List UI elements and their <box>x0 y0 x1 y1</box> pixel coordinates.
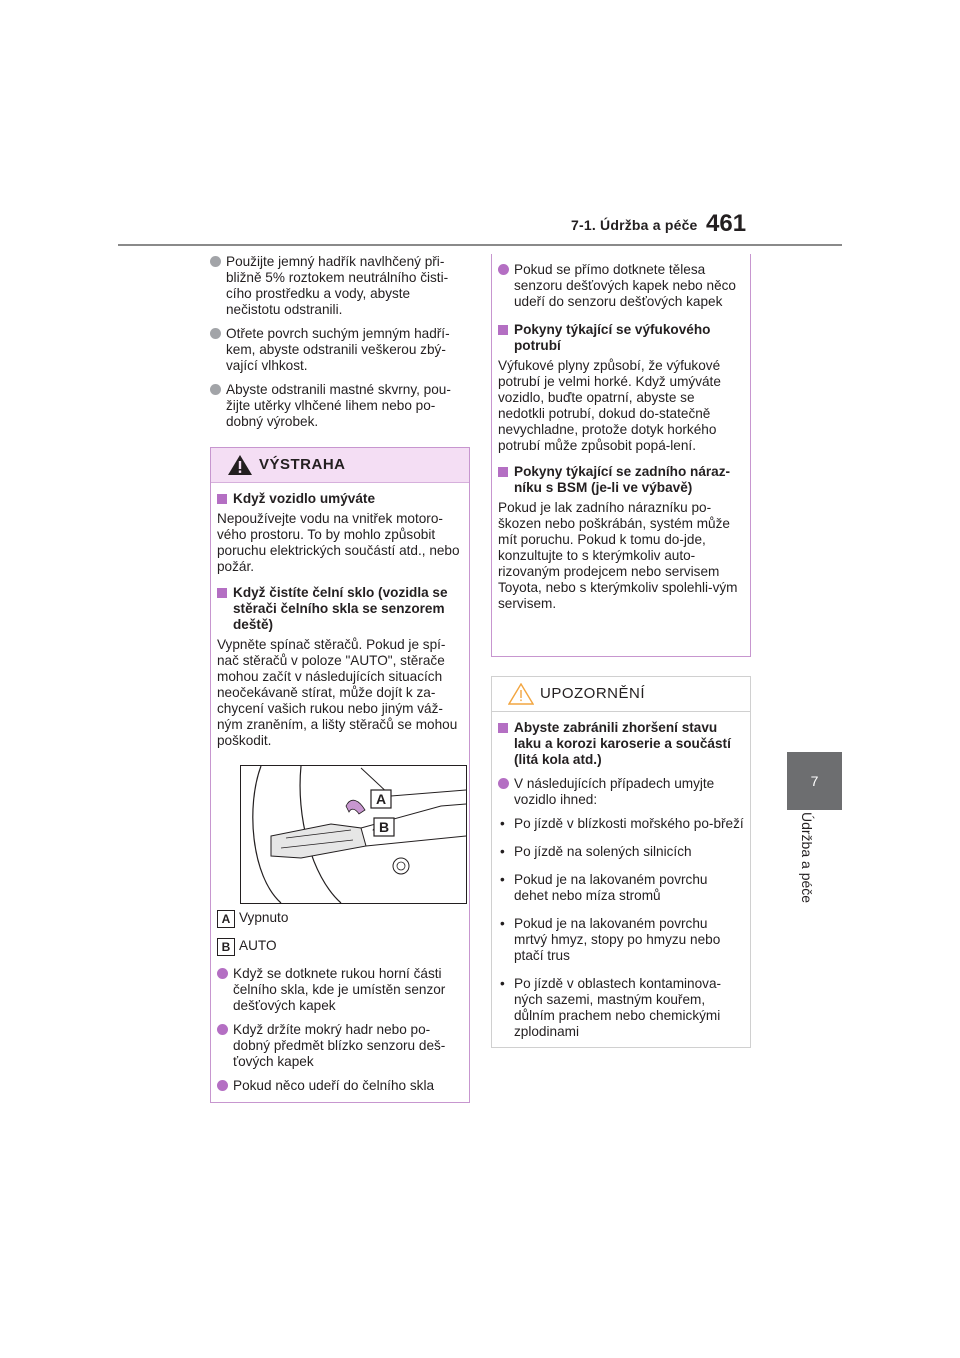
list-item: • Po jízdě v blízkosti mořského po-břeží <box>500 816 744 831</box>
warning-heading-3: Pokyny týkající se výfukového potrubí <box>498 322 744 354</box>
bullet-dot-icon <box>210 256 221 267</box>
warning-text-3: Výfukové plyny způsobí, že výfukové potrubí je velmi horké. Když umýváte vozidlo, buďte opatrní, abyste se nedotkli potrubí, dokud do-statečně nevychladne, protože dotyk horkého potrubí může způsobit popá-lení. <box>498 358 721 453</box>
bullet-dot-icon <box>210 384 221 395</box>
warning-text-1: Nepoužívejte vodu na vnitřek motoro-vého prostoru. To by mohlo způsobit poruchu elektrických součástí atd., nebo požár. <box>217 511 460 574</box>
list-item: • Pokud je na lakovaném povrchu dehet nebo míza stromů <box>500 872 708 903</box>
notice-header <box>492 677 750 712</box>
warning-heading-2: Když čistíte čelní sklo (vozidla se stěrači čelního skla se senzorem deště) <box>217 585 463 633</box>
bullet-dot-icon <box>217 1080 228 1091</box>
list-item: Když se dotknete rukou horní části čelního skla, kde je umístěn senzor dešťových kapek <box>217 966 463 1014</box>
header-rule <box>118 244 842 246</box>
list-item: • Po jízdě na solených silnicích <box>500 844 692 859</box>
left-column <box>210 254 468 438</box>
list-item: • Po jízdě v oblastech kontaminova-ných sazemi, mastným kouřem, důlním prachem nebo chemickými zplodinami <box>500 976 722 1039</box>
square-bullet-icon <box>498 723 508 733</box>
chapter-label-text: Údržba a péče <box>799 812 815 904</box>
figure-label-b: B <box>378 819 390 835</box>
warning-body <box>211 483 469 1094</box>
bullet-dot-icon <box>498 778 509 789</box>
list-item: Pokud se přímo dotknete tělesa senzoru dešťových kapek nebo něco udeří do senzoru dešťových kapek <box>498 262 744 310</box>
square-bullet-icon <box>498 325 508 335</box>
warning-header <box>211 448 469 483</box>
bullet-dot-icon <box>210 328 221 339</box>
warning-text-4: Pokud je lak zadního nárazníku po-škozen nebo poškrábán, systém může mít poruchu. Pokud k tomu do-jde, konzultujte to s kterýmkoliv auto-rizovaným prodejcem nebo servisem Toyota, nebo s kterýmkoliv spolehli-vým servisem. <box>498 500 738 611</box>
bullet-dot-icon <box>217 968 228 979</box>
page-number: 461 <box>706 210 747 237</box>
warning-heading-1: Když vozidlo umýváte <box>217 491 463 507</box>
warning-triangle-icon <box>227 454 253 476</box>
bullet-dot-icon <box>498 264 509 275</box>
caution-triangle-outline-icon <box>508 683 534 705</box>
chapter-tab[interactable]: 7 <box>787 752 842 810</box>
warning-box <box>210 447 470 1103</box>
square-bullet-icon <box>217 588 227 598</box>
list-item: Použijte jemný hadřík navlhčený při-bližně 5% roztokem neutrálního čisti-cího prostředku a vody, abyste nečistotu odstranili. <box>210 254 468 318</box>
legend-a: A Vypnuto <box>217 910 463 928</box>
warning-text-2: Vypněte spínač stěračů. Pokud je spí-nač stěračů v poloze "AUTO", stěrače mohou začít v následujících situacích neočekávaně stírat, může dojít k za-chycení vašich rukou nebo jiným váž-ným zraněním, a lišty stěračů se mohou poškodit. <box>217 637 458 748</box>
legend-b: B AUTO <box>217 938 463 956</box>
notice-title: UPOZORNĚNÍ <box>540 685 646 702</box>
wiper-switch-illustration <box>240 765 467 904</box>
badge-a: A <box>217 910 235 928</box>
list-item: V následujících případech umyjte vozidlo ihned: <box>498 776 744 808</box>
list-item: Abyste odstranili mastné skvrny, pou-žijte utěrky vlhčené lihem nebo po-dobný výrobek. <box>210 382 468 430</box>
figure-label-a: A <box>375 791 387 807</box>
section-title: 7-1. Údržba a péče <box>571 217 698 233</box>
notice-heading: Abyste zabránili zhoršení stavu laku a korozi karoserie a součástí (litá kola atd.) <box>498 720 744 768</box>
warning-title: VÝSTRAHA <box>259 456 346 473</box>
chapter-label <box>787 812 842 932</box>
list-item: Pokud něco udeří do čelního skla <box>217 1078 463 1094</box>
notice-box <box>491 676 751 1048</box>
warning-heading-4: Pokyny týkající se zadního náraz-níku s BSM (je-li ve výbavě) <box>498 464 744 496</box>
bullet-dot-icon <box>217 1024 228 1035</box>
badge-b: B <box>217 938 235 956</box>
notice-body <box>492 712 750 1040</box>
square-bullet-icon <box>498 467 508 477</box>
warning-box-continued <box>491 254 751 657</box>
square-bullet-icon <box>217 494 227 504</box>
list-item: Otřete povrch suchým jemným hadří-kem, abyste odstranili veškerou zbý-vající vlhkost. <box>210 326 468 374</box>
list-item: Když držíte mokrý hadr nebo po-dobný předmět blízko senzoru deš-ťových kapek <box>217 1022 463 1070</box>
list-item: • Pokud je na lakovaném povrchu mrtvý hmyz, stopy po hmyzu nebo ptačí trus <box>500 916 721 963</box>
